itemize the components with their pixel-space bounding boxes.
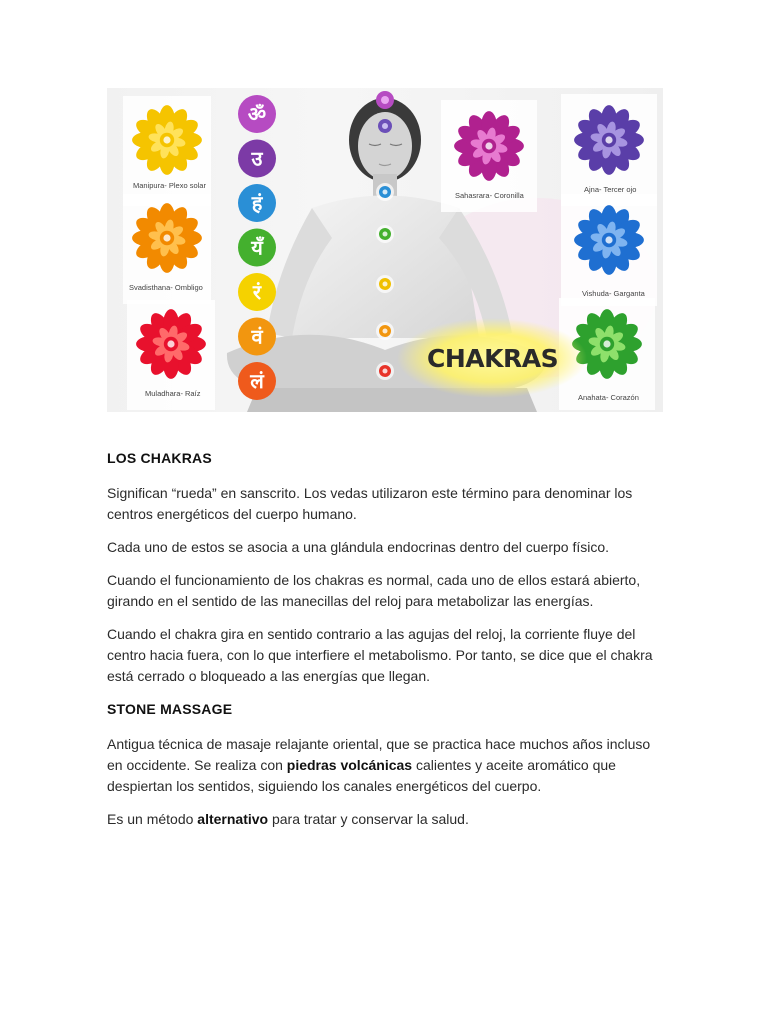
paragraph-6 <box>107 809 659 830</box>
svg-text:उ: उ <box>251 146 263 171</box>
body-chakra-dot <box>376 362 394 380</box>
paragraph-5 <box>107 734 659 797</box>
flower-label: Manipura- Plexo solar <box>133 181 206 190</box>
chakra-symbol <box>238 229 276 267</box>
paragraph-4: Cuando el chakra gira en sentido contrario a las agujas del reloj, la corriente fluye del centro hacia fuera, con lo que interfiere el metabolismo. Por tanto, se dice que el chakra está cerrado o bloqueado a las energías que llegan. <box>107 626 653 684</box>
chakra-symbol <box>238 318 276 356</box>
paragraph-5-text-a: Antigua técnica de masaje relajante oriental, que se practica hace muchos años incluso en occidente. Se realiza con <box>107 736 651 773</box>
document-body <box>107 448 659 830</box>
chakras-title: CHAKRAS <box>427 344 559 373</box>
heading-los-chakras: LOS CHAKRAS <box>107 450 212 466</box>
svg-text:यँ: यँ <box>251 235 263 260</box>
chakra-symbol <box>238 273 276 311</box>
flower-label: Sahasrara- Coronilla <box>455 191 524 200</box>
chakras-illustration <box>107 88 663 412</box>
paragraph-6-text-b: para tratar y conservar la salud. <box>268 811 469 827</box>
chakra-symbol <box>238 95 276 133</box>
paragraph-6-text-a: Es un método <box>107 811 198 827</box>
paragraph-2: Cada uno de estos se asocia a una glándula endocrinas dentro del cuerpo físico. <box>107 539 610 555</box>
flower-label: Vishuda- Garganta <box>582 289 645 298</box>
heading-stone-massage: STONE MASSAGE <box>107 701 233 717</box>
third-eye-mark <box>378 119 392 133</box>
body-chakra-dot <box>376 275 394 293</box>
body-chakra-dot <box>376 322 394 340</box>
flower-label: Ajna- Tercer ojo <box>584 185 637 194</box>
left-chakra-flowers <box>123 96 215 410</box>
body-chakra-dot <box>376 225 394 243</box>
paragraph-5-bold: piedras volcánicas <box>286 757 413 773</box>
svg-text:लं: लं <box>250 369 264 393</box>
flower-label: Svadisthana- Ombligo <box>129 283 203 292</box>
crown-chakra-mark <box>376 91 394 109</box>
chakra-symbol <box>238 362 276 400</box>
flower-label: Muladhara- Raíz <box>145 389 201 398</box>
svg-text:हं: हं <box>251 191 263 215</box>
svg-text:रं: रं <box>252 280 262 304</box>
flower-label: Anahata- Corazón <box>578 393 639 402</box>
paragraph-6-bold: alternativo <box>197 811 269 827</box>
chakra-symbol <box>238 140 276 178</box>
chakras-banner-image <box>107 88 663 412</box>
svg-text:ॐ: ॐ <box>247 102 267 126</box>
svg-text:वं: वं <box>251 324 263 349</box>
paragraph-5-text-b: calientes y aceite aromático que despiertan los sentidos, siguiendo los canales energéticos del cuerpo. <box>107 757 616 794</box>
body-chakra-dot <box>376 183 394 201</box>
chakra-symbol <box>238 184 276 222</box>
paragraph-3: Cuando el funcionamiento de los chakras es normal, cada uno de ellos estará abierto, girando en el sentido de las manecillas del reloj para metabolizar las energías. <box>107 572 641 609</box>
paragraph-1: Significan “rueda” en sanscrito. Los vedas utilizaron este término para denominar los centros energéticos del cuerpo humano. <box>107 485 633 522</box>
